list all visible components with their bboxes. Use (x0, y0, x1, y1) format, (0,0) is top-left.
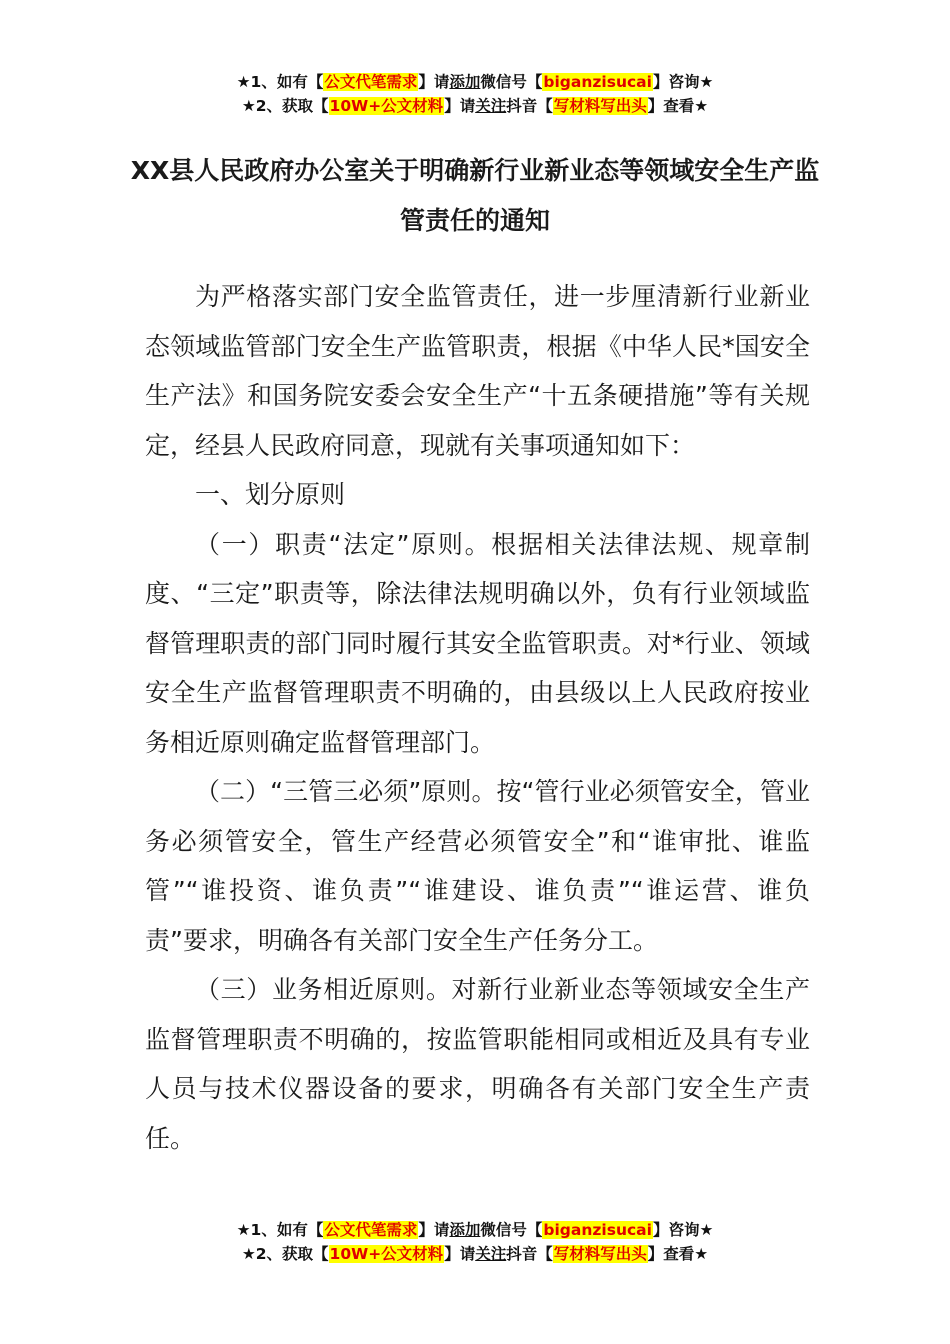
banner-emphasis: 关注 (475, 97, 507, 115)
banner-highlight: 公文代笔需求 (324, 73, 418, 91)
banner-text: 】请 (418, 1221, 450, 1239)
banner-text: 】请 (444, 97, 476, 115)
banner-highlight: 10W+公文材料 (329, 97, 444, 115)
banner-douyin-id: 写材料写出头 (553, 1245, 647, 1263)
banner-wechat-id: biganzisucai (543, 73, 652, 91)
banner-text: ★1、如有【 (236, 73, 324, 91)
paragraph-intro: 为严格落实部门安全监管责任，进一步厘清新行业新业态领域监管部门安全生产监管职责，根据《中华人民*国安全生产法》和国务院安委会安全生产“十五条硬措施”等有关规定，经县人民政府同意，现就有关事项通知如下： (145, 282, 810, 460)
banner-text: 】请 (418, 73, 450, 91)
paragraph-principle-2: （二）“三管三必须”原则。按“管行业必须管安全，管业务必须管安全，管生产经营必须管安全”和“谁审批、谁监管”“谁投资、谁负责”“谁建设、谁负责”“谁运营、谁负责”要求，明确各有关部门安全生产任务分工。 (145, 777, 810, 955)
banner-text: 】咨询★ (652, 73, 714, 91)
banner-text: 微信号【 (480, 1221, 543, 1239)
banner-line-2 (0, 94, 950, 118)
section-heading: 一、划分原则 (195, 480, 346, 509)
banner-text: 抖音【 (506, 97, 553, 115)
paragraph-principle-3: （三）业务相近原则。对新行业新业态等领域安全生产监督管理职责不明确的，按监管职能相同或相近及具有专业人员与技术仪器设备的要求，明确各有关部门安全生产责任。 (145, 975, 810, 1153)
banner-emphasis: 添加 (449, 73, 481, 91)
banner-emphasis: 添加 (449, 1221, 481, 1239)
banner-highlight: 10W+公文材料 (329, 1245, 444, 1263)
banner-douyin-id: 写材料写出头 (553, 97, 647, 115)
footer-banner (0, 1218, 950, 1266)
banner-line-2 (0, 1242, 950, 1266)
banner-text: 】查看★ (647, 1245, 709, 1263)
banner-text: ★2、获取【 (241, 97, 329, 115)
banner-line-1 (0, 1218, 950, 1242)
paragraph-principle-1: （一）职责“法定”原则。根据相关法律法规、规章制度、“三定”职责等，除法律法规明确以外，负有行业领域监督管理职责的部门同时履行其安全监管职责。对*行业、领域安全生产监督管理职责不明确的，由县级以上人民政府按业务相近原则确定监督管理部门。 (145, 529, 810, 757)
banner-text: 抖音【 (506, 1245, 553, 1263)
banner-text: ★1、如有【 (236, 1221, 324, 1239)
document-title: XX县人民政府办公室关于明确新行业新业态等领域安全生产监管责任的通知 (130, 156, 820, 235)
banner-highlight: 公文代笔需求 (324, 1221, 418, 1239)
header-banner (0, 70, 950, 118)
banner-line-1 (0, 70, 950, 94)
document-body (145, 272, 810, 1163)
banner-text: ★2、获取【 (241, 1245, 329, 1263)
banner-text: 】咨询★ (652, 1221, 714, 1239)
banner-text: 】请 (444, 1245, 476, 1263)
banner-text: 】查看★ (647, 97, 709, 115)
banner-text: 微信号【 (480, 73, 543, 91)
banner-wechat-id: biganzisucai (543, 1221, 652, 1239)
banner-emphasis: 关注 (475, 1245, 507, 1263)
